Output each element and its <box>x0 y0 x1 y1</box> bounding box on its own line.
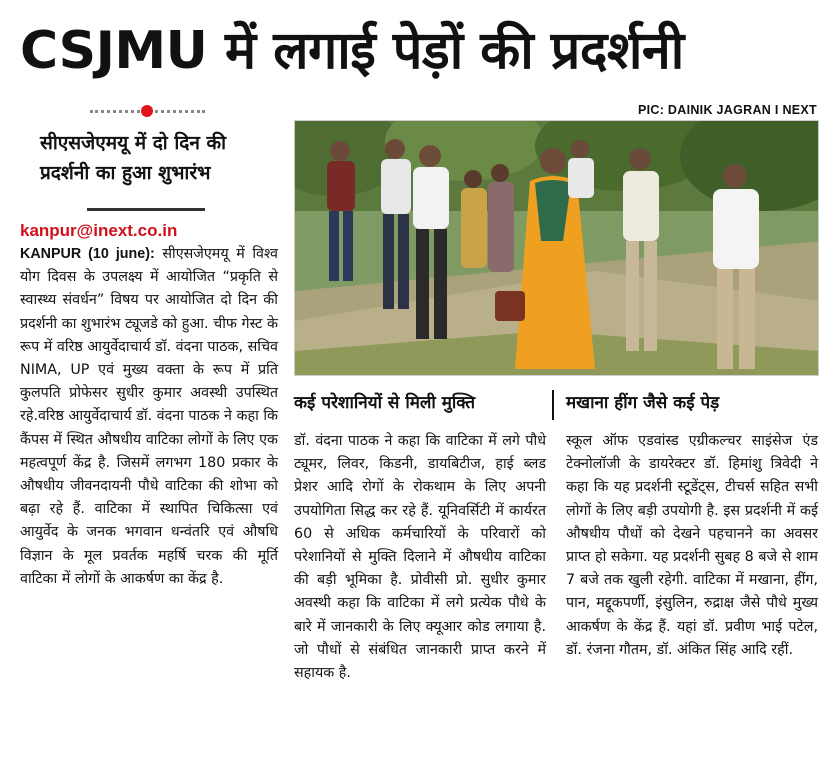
news-photo <box>294 120 819 376</box>
dateline: KANPUR (10 june): <box>20 246 155 262</box>
subhead-underline <box>87 208 205 211</box>
right-column-body: स्कूल ऑफ एडवांस्ड एग्रीकल्चर साइंसेज एंड टेक्नोलॉजी के डायरेक्टर डॉ. हिमांशु त्रिवेदी ने कहा कि यह प्रदर्शनी स्टूडेंट्स, टीचर्स सहित सभी लोगों के लिए बड़ी उपयोगी है. इस प्रदर्शनी में कई औषधीय पौधों को देखने पहचानने का अवसर प्राप्त हो सकेगा. यह प्रदर्शनी सुबह 8 बजे से शाम 7 बजे तक खुली रहेगी. वाटिका में मखाना, हींग, पान, मद्दूकपर्णी, इंसुलिन, रुद्राक्ष जैसे पौधे मुख्य आकर्षण के केंद्र हैं. यहां डॉ. प्रवीण भाई पटेल, डॉ. रंजना गौतम, डॉ. अंकित सिंह आदि रहीं. <box>566 433 818 658</box>
headline: CSJMU में लगाई पेड़ों की प्रदर्शनी <box>20 21 684 81</box>
divider-red-dot <box>141 105 153 117</box>
middle-column-body: डॉ. वंदना पाठक ने कहा कि वाटिका में लगे पौधे ट्यूमर, लिवर, किडनी, डायबिटीज, हाई ब्लड प्रेशर आदि रोगों के रोकथाम के लिए अपनी उपयोगिता सिद्ध कर रहे हैं. यूनिवर्सिटी में कार्यरत 60 से अधिक कर्मचारियों के परिवारों को परेशानियों से मुक्ति दिलाने में औषधीय वाटिका की बड़ी भूमिका है. प्रोवीसी प्रो. सुधीर कुमार अवस्थी कहा कि वाटिका में लगे प्रत्येक पौधे के बारे में जानकारी के लिए क्यूआर कोड लगाया है. जो पौधों से संबंधित जानकारी प्राप्त करने में सहायक है. <box>294 433 546 682</box>
middle-section-heading: कई परेशानियों से मिली मुक्ति <box>294 393 476 413</box>
left-column-body: सीएसजेएमयू में विश्व योग दिवस के उपलक्ष्य में आयोजित “प्रकृति से स्वास्थ्य संवर्धन” विषय पर आयोजित दो दिन की प्रदर्शनी का शुभारंभ ट्यूजडे को हुआ. चीफ गेस्ट के रूप में वरिष्ठ आयुर्वेदाचार्य डॉ. वंदना पाठक, सचिव NIMA, UP एवं मुख्य वक्ता के रूप में प्रति कुलपति प्रोफेसर सुधीर कुमार अवस्थी उपस्थित रहे.वरिष्ठ आयुर्वेदाचार्य डॉ. वंदना पाठक ने कहा कि कैंपस में स्थित औषधीय वाटिका लोगों के लिए एक महत्वपूर्ण केंद्र है. जिसमें लगभग 180 प्रकार के औषधीय जीवनदायनी पौधे वाटिका की शोभा को बढ़ा रहे हैं. वाटिका में स्थापित चिकित्सा एवं आयुर्वेद के जनक भगवान धन्वंतरि एवं औषधि विज्ञान के मूल प्रवर्तक महर्षि चरक की मूर्ति वाटिका में लोगों के आकर्षण का केंद्र है. <box>20 246 279 587</box>
left-column-article <box>20 243 278 591</box>
right-section-heading: मखाना हींग जैसे कई पेड़ <box>566 393 720 413</box>
reporter-email: kanpur@inext.co.in <box>20 221 178 240</box>
section-divider <box>552 390 554 420</box>
photo-credit: PIC: DAINIK JAGRAN I NEXT <box>637 103 817 117</box>
subheadline: सीएसजेएमयू में दो दिन की प्रदर्शनी का हुआ शुभारंभ <box>40 132 227 184</box>
